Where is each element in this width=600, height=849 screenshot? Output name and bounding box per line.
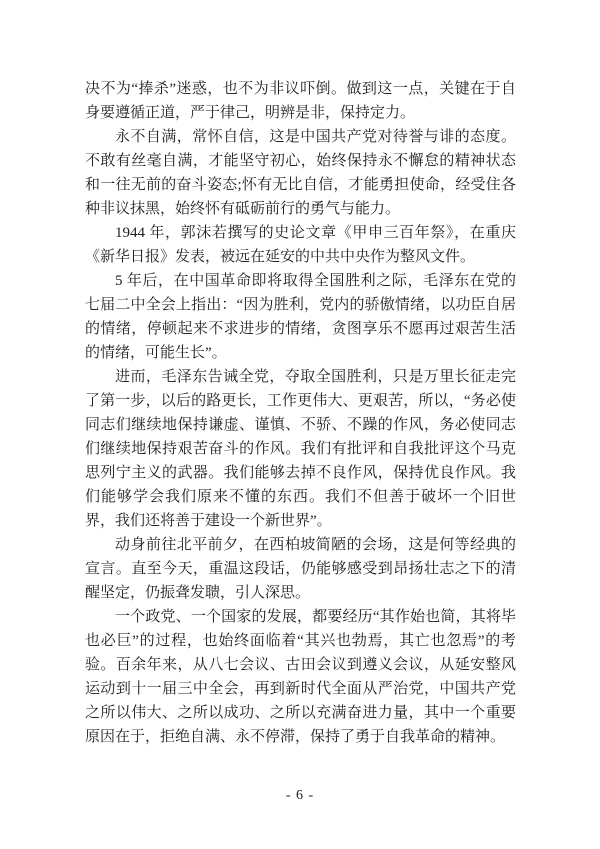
- paragraph: 动身前往北平前夕，在西柏坡简陋的会场，这是何等经典的宣言。直至今天，重温这段话，仍能够感受到昂扬壮志之下的清醒坚定，仍振聋发聩，引人深思。: [85, 537, 516, 601]
- paragraph: 一个政党、一个国家的发展，都要经历“其作始也简，其将毕也必巨”的过程，也始终面临着“其兴也勃焉，其亡也忽焉”的考验。百余年来，从八七会议、古田会议到遵义会议，从延安整风运动到十一届三中全会，再到新时代全面从严治党，中国共产党之所以伟大、之所以成功、之所以充满奋进力量，其中一个重要原因在于，拒绝自满、永不停滞，保持了勇于自我革命的精神。: [85, 609, 516, 745]
- paragraph: 1944 年，郭沫若撰写的史论文章《甲申三百年祭》，在重庆《新华日报》发表，被远在延安的中共中央作为整风文件。: [85, 225, 516, 265]
- paragraph: 5 年后，在中国革命即将取得全国胜利之际，毛泽东在党的七届二中全会上指出：“因为胜利，党内的骄傲情绪，以功臣自居的情绪，停顿起来不求进步的情绪，贪图享乐不愿再过艰苦生活的情绪，可能生长”。: [85, 273, 516, 361]
- paragraph: 永不自满，常怀自信，这是中国共产党对待誉与诽的态度。不敢有丝毫自满，才能坚守初心，始终保持永不懈怠的精神状态和一往无前的奋斗姿态;怀有无比自信，才能勇担使命，经受住各种非议抹黑，始终怀有砥砺前行的勇气与能力。: [85, 129, 516, 217]
- page-number: - 6 -: [285, 788, 315, 803]
- paragraph: 决不为“捧杀”迷惑，也不为非议吓倒。做到这一点，关键在于自身要遵循正道，严于律己，明辨是非，保持定力。: [85, 81, 516, 121]
- body-text: [85, 77, 516, 749]
- paragraph: 进而，毛泽东告诫全党，夺取全国胜利，只是万里长征走完了第一步，以后的路更长，工作更伟大、更艰苦，所以，“务必使同志们继续地保持谦虚、谨慎、不骄、不躁的作风，务必使同志们继续地保持艰苦奋斗的作风。我们有批评和自我批评这个马克思列宁主义的武器。我们能够去掉不良作风，保持优良作风。我们能够学会我们原来不懂的东西。我们不但善于破坏一个旧世界，我们还将善于建设一个新世界”。: [85, 369, 516, 529]
